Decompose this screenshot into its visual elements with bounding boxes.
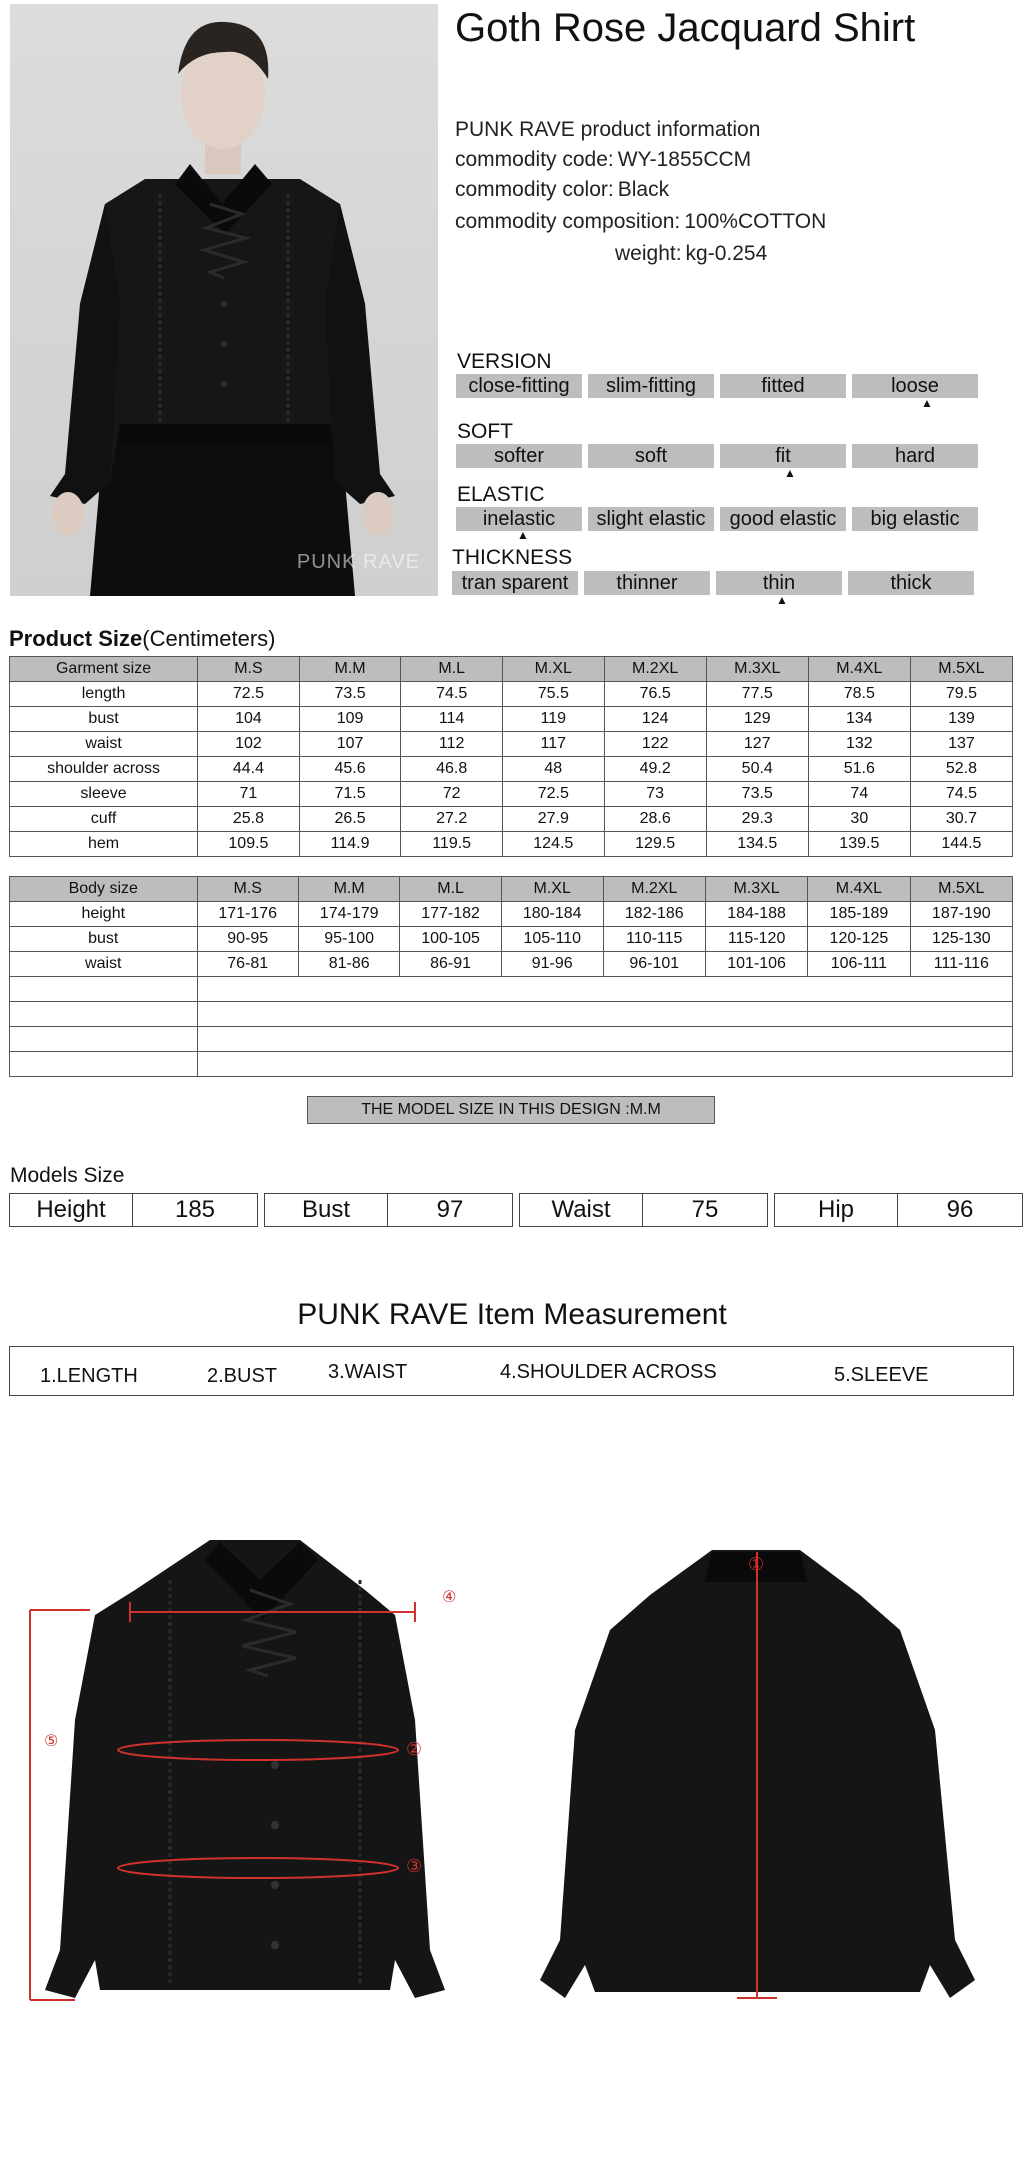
soft-scale: [456, 444, 978, 468]
model-size-note: THE MODEL SIZE IN THIS DESIGN :M.M: [307, 1096, 715, 1124]
table-cell: 106-111: [808, 952, 910, 977]
table-cell: 139: [910, 707, 1012, 732]
table-cell: 171-176: [197, 902, 298, 927]
table-cell: 120-125: [808, 927, 910, 952]
row-label: waist: [10, 732, 198, 757]
table-cell: 117: [502, 732, 604, 757]
table-cell: 73: [604, 782, 706, 807]
header-cell: M.4XL: [808, 657, 910, 682]
table-cell: 49.2: [604, 757, 706, 782]
model-label: Bust: [265, 1194, 388, 1226]
table-cell: 72: [401, 782, 503, 807]
table-cell: 71: [198, 782, 300, 807]
blank-row: [10, 1027, 1013, 1052]
table-cell: 177-182: [400, 902, 501, 927]
weight-label: weight:: [615, 242, 682, 265]
soft-selected-marker: ▲: [784, 466, 796, 480]
table-cell: 30.7: [910, 807, 1012, 832]
table-header-row: [10, 877, 1013, 902]
measurement-item: 2.BUST: [207, 1365, 278, 1387]
color-value: Black: [617, 178, 670, 201]
model-illustration: [10, 4, 438, 596]
soft-option: hard: [852, 444, 978, 468]
product-size-title: [9, 626, 276, 652]
model-waist: [519, 1193, 768, 1227]
row-label: bust: [10, 927, 198, 952]
table-cell: 46.8: [401, 757, 503, 782]
product-size-unit: (Centimeters): [142, 626, 276, 651]
thickness-option: thinner: [584, 571, 710, 595]
table-cell: 111-116: [910, 952, 1012, 977]
elastic-label: ELASTIC: [457, 483, 545, 506]
table-cell: 30: [808, 807, 910, 832]
row-label: hem: [10, 832, 198, 857]
table-header-row: [10, 657, 1013, 682]
table-cell: 75.5: [502, 682, 604, 707]
marker-2: ②: [406, 1739, 423, 1760]
table-cell: 129: [706, 707, 808, 732]
elastic-option: inelastic: [456, 507, 582, 531]
table-cell: 51.6: [808, 757, 910, 782]
product-size-heading: Product Size: [9, 626, 143, 651]
header-cell: M.S: [197, 877, 298, 902]
table-cell: 29.3: [706, 807, 808, 832]
header-cell: M.5XL: [910, 877, 1012, 902]
header-cell: M.M: [299, 657, 401, 682]
table-cell: 78.5: [808, 682, 910, 707]
table-cell: 104: [198, 707, 300, 732]
table-cell: 27.2: [401, 807, 503, 832]
table-cell: 109.5: [198, 832, 300, 857]
table-cell: 74: [808, 782, 910, 807]
model-hip: [774, 1193, 1023, 1227]
table-cell: 134.5: [706, 832, 808, 857]
thickness-option: tran sparent: [452, 571, 578, 595]
row-label: shoulder across: [10, 757, 198, 782]
table-cell: 107: [299, 732, 401, 757]
table-cell: 76-81: [197, 952, 298, 977]
model-label: Waist: [520, 1194, 643, 1226]
table-cell: 91-96: [501, 952, 603, 977]
row-label: length: [10, 682, 198, 707]
header-cell: M.L: [400, 877, 501, 902]
table-cell: 76.5: [604, 682, 706, 707]
measurement-item: 4.SHOULDER ACROSS: [500, 1361, 717, 1383]
product-title: Goth Rose Jacquard Shirt: [455, 6, 916, 50]
weight: [615, 242, 767, 266]
table-row: [10, 902, 1013, 927]
elastic-option: good elastic: [720, 507, 846, 531]
models-size-table: [9, 1193, 1013, 1227]
table-cell: 182-186: [603, 902, 705, 927]
header-cell: M.XL: [501, 877, 603, 902]
header-cell: Body size: [10, 877, 198, 902]
table-cell: 73.5: [706, 782, 808, 807]
models-size-title: Models Size: [10, 1164, 125, 1187]
elastic-selected-marker: ▲: [517, 528, 529, 542]
table-cell: 73.5: [299, 682, 401, 707]
table-cell: 174-179: [298, 902, 399, 927]
watermark: PUNK RAVE: [296, 551, 420, 573]
table-cell: 185-189: [808, 902, 910, 927]
row-label: waist: [10, 952, 198, 977]
elastic-option: big elastic: [852, 507, 978, 531]
table-cell: 52.8: [910, 757, 1012, 782]
table-cell: 25.8: [198, 807, 300, 832]
table-row: [10, 732, 1013, 757]
table-cell: 95-100: [298, 927, 399, 952]
header-cell: M.3XL: [705, 877, 807, 902]
table-cell: 105-110: [501, 927, 603, 952]
table-cell: 184-188: [705, 902, 807, 927]
table-cell: 114.9: [299, 832, 401, 857]
table-cell: 50.4: [706, 757, 808, 782]
table-cell: 119: [502, 707, 604, 732]
table-cell: 77.5: [706, 682, 808, 707]
header-cell: M.M: [298, 877, 399, 902]
table-cell: 132: [808, 732, 910, 757]
blank-row: [10, 1052, 1013, 1077]
table-row: [10, 707, 1013, 732]
model-height: [9, 1193, 258, 1227]
row-label: height: [10, 902, 198, 927]
header-cell: M.XL: [502, 657, 604, 682]
header-cell: Garment size: [10, 657, 198, 682]
table-cell: 102: [198, 732, 300, 757]
soft-option: softer: [456, 444, 582, 468]
soft-option: soft: [588, 444, 714, 468]
table-cell: 101-106: [705, 952, 807, 977]
table-cell: 72.5: [198, 682, 300, 707]
body-size-table: [9, 876, 1013, 1077]
table-row: [10, 807, 1013, 832]
row-label: bust: [10, 707, 198, 732]
table-row: [10, 682, 1013, 707]
thickness-scale: [452, 571, 974, 595]
thickness-option: thin: [716, 571, 842, 595]
table-row: [10, 757, 1013, 782]
version-option: fitted: [720, 374, 846, 398]
soft-option: fit: [720, 444, 846, 468]
model-value: 96: [946, 1196, 974, 1223]
table-cell: 180-184: [501, 902, 603, 927]
table-cell: 81-86: [298, 952, 399, 977]
table-cell: 27.9: [502, 807, 604, 832]
table-row: [10, 782, 1013, 807]
header-cell: M.5XL: [910, 657, 1012, 682]
measurement-item: 5.SLEEVE: [834, 1364, 929, 1386]
table-cell: 44.4: [198, 757, 300, 782]
marker-5: ⑤: [44, 1731, 59, 1750]
shirt-diagram-svg: [0, 1520, 1024, 2060]
model-value: 97: [436, 1196, 464, 1223]
table-cell: 115-120: [705, 927, 807, 952]
code-label: commodity code:: [455, 148, 614, 171]
model-value: 185: [174, 1196, 216, 1223]
color-label: commodity color:: [455, 178, 614, 201]
info-heading: PUNK RAVE product information: [455, 118, 761, 141]
table-row: [10, 952, 1013, 977]
table-cell: 100-105: [400, 927, 501, 952]
table-cell: 74.5: [910, 782, 1012, 807]
model-value: 75: [691, 1196, 719, 1223]
header-cell: M.S: [198, 657, 300, 682]
weight-value: kg-0.254: [685, 242, 768, 265]
version-selected-marker: ▲: [921, 396, 933, 410]
table-cell: 114: [401, 707, 503, 732]
model-label: Hip: [775, 1194, 898, 1226]
table-cell: 110-115: [603, 927, 705, 952]
header-cell: M.2XL: [603, 877, 705, 902]
table-cell: 96-101: [603, 952, 705, 977]
elastic-scale: [456, 507, 978, 531]
version-option: loose: [852, 374, 978, 398]
table-cell: 124: [604, 707, 706, 732]
version-option: slim-fitting: [588, 374, 714, 398]
marker-1: ①: [748, 1554, 765, 1575]
table-cell: 122: [604, 732, 706, 757]
elastic-option: slight elastic: [588, 507, 714, 531]
commodity-code: [455, 148, 751, 172]
composition-value: 100%COTTON: [684, 210, 827, 233]
table-cell: 90-95: [197, 927, 298, 952]
soft-label: SOFT: [457, 420, 513, 443]
measurement-diagram: [0, 1520, 1024, 2060]
table-cell: 48: [502, 757, 604, 782]
thickness-selected-marker: ▲: [776, 593, 788, 607]
code-value: WY-1855CCM: [617, 148, 752, 171]
table-cell: 72.5: [502, 782, 604, 807]
marker-3: ③: [406, 1856, 423, 1877]
table-cell: 134: [808, 707, 910, 732]
product-photo: [10, 4, 438, 596]
header-cell: M.4XL: [808, 877, 910, 902]
model-bust: [264, 1193, 513, 1227]
table-row: [10, 832, 1013, 857]
table-cell: 124.5: [502, 832, 604, 857]
row-label: cuff: [10, 807, 198, 832]
header-cell: M.L: [401, 657, 503, 682]
measurement-item: 3.WAIST: [328, 1361, 408, 1383]
blank-row: [10, 977, 1013, 1002]
version-scale: [456, 374, 978, 398]
table-cell: 26.5: [299, 807, 401, 832]
header-cell: M.3XL: [706, 657, 808, 682]
measurement-item: 1.LENGTH: [40, 1365, 138, 1387]
version-label: VERSION: [457, 350, 552, 373]
blank-row: [10, 1002, 1013, 1027]
table-cell: 71.5: [299, 782, 401, 807]
thickness-label: THICKNESS: [452, 546, 573, 569]
table-cell: 86-91: [400, 952, 501, 977]
shirt-back: [540, 1550, 975, 1998]
table-cell: 74.5: [401, 682, 503, 707]
table-cell: 139.5: [808, 832, 910, 857]
row-label: sleeve: [10, 782, 198, 807]
table-cell: 127: [706, 732, 808, 757]
thickness-option: thick: [848, 571, 974, 595]
table-cell: 45.6: [299, 757, 401, 782]
table-cell: 125-130: [910, 927, 1012, 952]
shirt-front: [30, 1540, 456, 2000]
table-cell: 137: [910, 732, 1012, 757]
table-cell: 28.6: [604, 807, 706, 832]
table-cell: 79.5: [910, 682, 1012, 707]
table-row: [10, 927, 1013, 952]
header-cell: M.2XL: [604, 657, 706, 682]
table-cell: 112: [401, 732, 503, 757]
measurement-title: PUNK RAVE Item Measurement: [297, 1298, 727, 1331]
table-cell: 187-190: [910, 902, 1012, 927]
table-cell: 144.5: [910, 832, 1012, 857]
table-cell: 129.5: [604, 832, 706, 857]
commodity-composition: [455, 210, 826, 234]
version-option: close-fitting: [456, 374, 582, 398]
marker-4: ④: [442, 1587, 457, 1606]
composition-label: commodity composition:: [455, 210, 681, 233]
model-label: Height: [10, 1194, 133, 1226]
garment-size-table: [9, 656, 1013, 857]
measurement-legend: [9, 1346, 1014, 1396]
table-cell: 119.5: [401, 832, 503, 857]
commodity-color: [455, 178, 669, 202]
table-cell: 109: [299, 707, 401, 732]
